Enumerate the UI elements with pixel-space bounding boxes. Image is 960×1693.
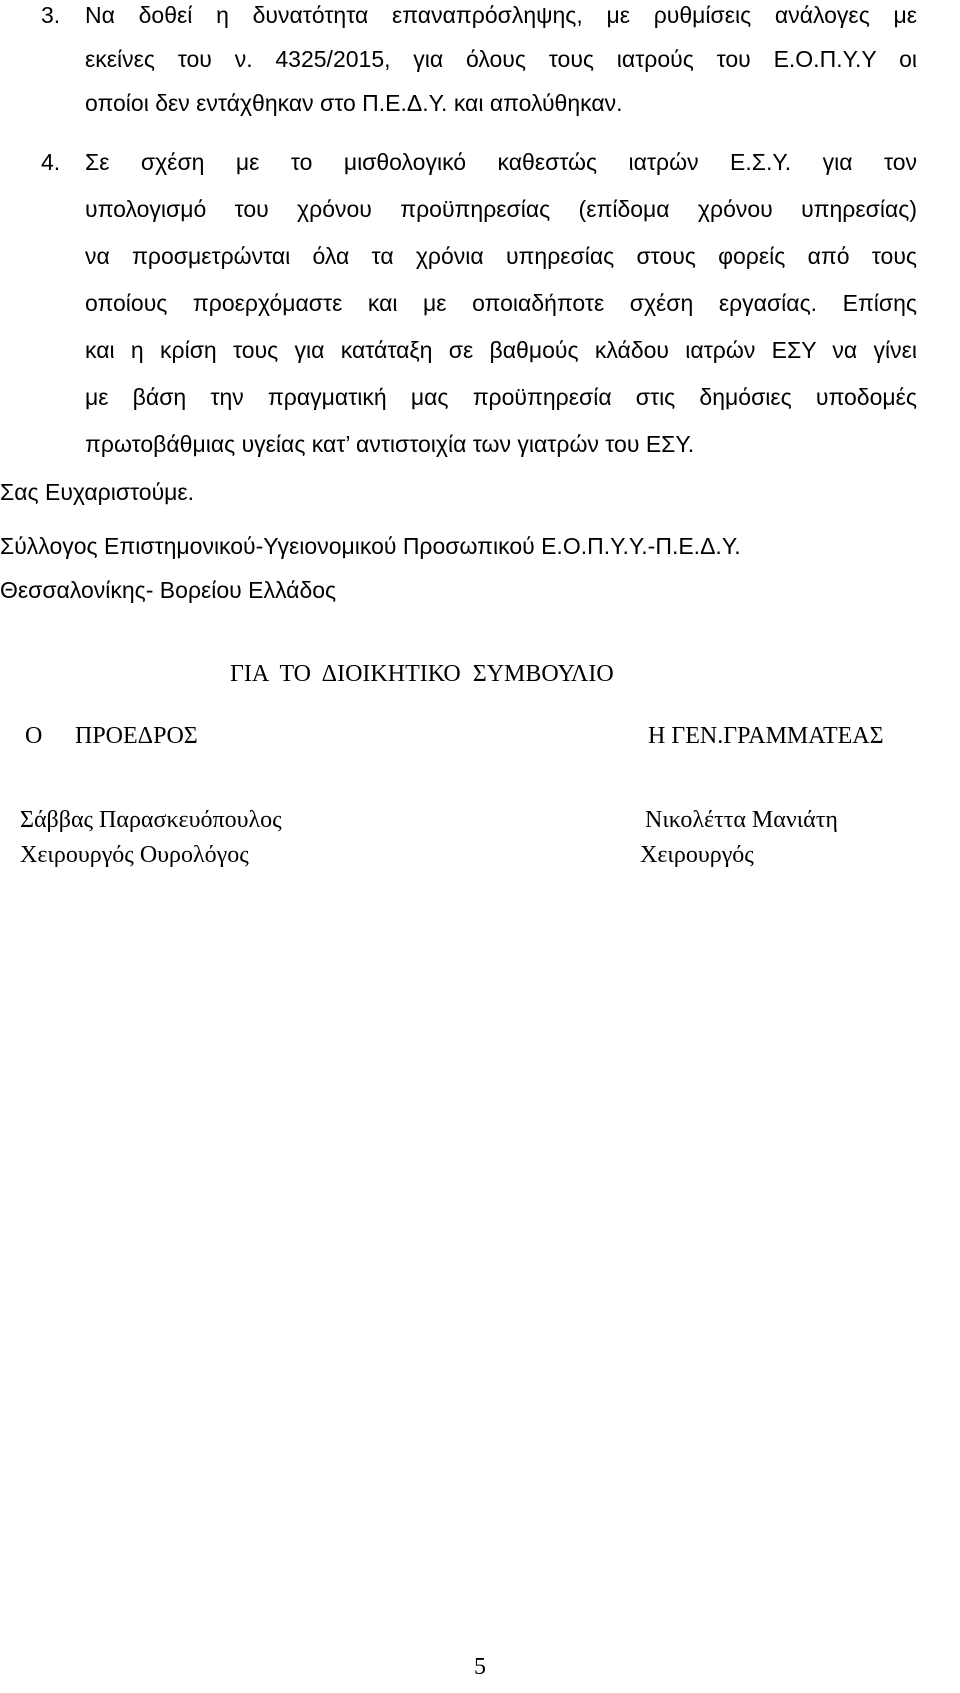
secretary-role: Η ΓΕΝ.ΓΡΑΜΜΑΤΕΑΣ [648, 723, 884, 749]
item-3-line-2: εκείνες του ν. 4325/2015, για όλους τους ιατρούς του Ε.Ο.Π.Υ.Υ οι [85, 46, 917, 72]
president-name: Σάββας Παρασκευόπουλος [20, 807, 282, 833]
board-heading: ΓΙΑ ΤΟ ΔΙΟΙΚΗΤΙΚΟ ΣΥΜΒΟΥΛΙΟ [230, 661, 614, 687]
item-4-line-3: να προσμετρώνται όλα τα χρόνια υπηρεσίας στους φορείς από τους [85, 243, 917, 269]
item-4-line-5: και η κρίση τους για κατάταξη σε βαθμούς κλάδου ιατρών ΕΣΥ να γίνει [85, 337, 917, 363]
item-4-line-6: με βάση την πραγματική μας προϋπηρεσία στις δημόσιες υποδομές [85, 384, 917, 410]
item-3-line-1: Να δοθεί η δυνατότητα επαναπρόσληψης, με ρυθμίσεις ανάλογες με [85, 2, 917, 28]
president-article: Ο [25, 723, 43, 749]
item-3-line-3: οποίοι δεν εντάχθηκαν στο Π.Ε.Δ.Υ. και απολύθηκαν. [85, 90, 623, 116]
closing-thanks: Σας Ευχαριστούμε. [0, 479, 195, 505]
secretary-name: Νικολέττα Μανιάτη [645, 807, 838, 833]
president-role: ΠΡΟΕΔΡΟΣ [75, 723, 198, 749]
association-region: Θεσσαλονίκης- Βορείου Ελλάδος [0, 577, 337, 603]
item-4-line-2: υπολογισμό του χρόνου προϋπηρεσίας (επίδομα χρόνου υπηρεσίας) [85, 196, 917, 222]
item-4-number: 4. [41, 149, 61, 175]
association-name: Σύλλογος Επιστημονικού-Υγειονομικού Προσωπικού Ε.Ο.Π.Υ.Υ.-Π.Ε.Δ.Υ. [0, 533, 741, 559]
item-4-line-4: οποίους προερχόμαστε και με οποιαδήποτε σχέση εργασίας. Επίσης [85, 290, 917, 316]
item-4-line-1: Σε σχέση με το μισθολογικό καθεστώς ιατρών Ε.Σ.Υ. για τον [85, 149, 917, 175]
secretary-specialty: Χειρουργός [640, 842, 754, 868]
item-3-number: 3. [41, 2, 61, 28]
president-specialty: Χειρουργός Ουρολόγος [20, 842, 249, 868]
item-4-line-7: πρωτοβάθμιας υγείας κατ’ αντιστοιχία των γιατρών του ΕΣΥ. [85, 431, 695, 457]
page-number: 5 [474, 1654, 486, 1680]
